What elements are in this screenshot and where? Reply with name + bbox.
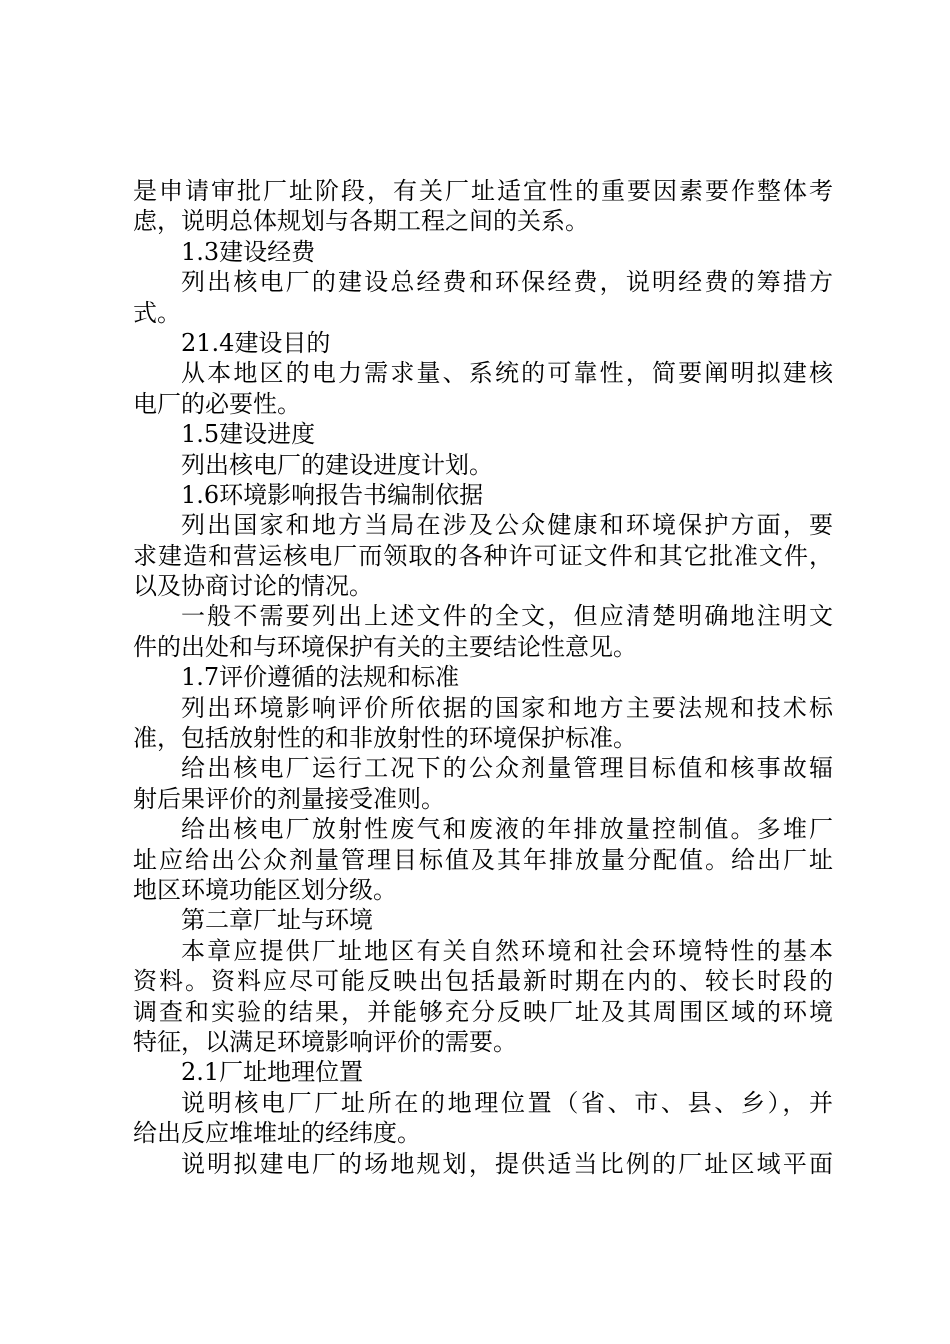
text-line: 说明核电厂厂址所在的地理位置（省、市、县、乡），并 <box>181 1088 833 1117</box>
text-line: 一般不需要列出上述文件的全文，但应清楚明确地注明文 <box>181 602 833 631</box>
document-body <box>133 176 833 1179</box>
text-line: 列出核电厂的建设总经费和环保经费，说明经费的筹措方 <box>181 268 833 297</box>
text-line: 1.7评价遵循的法规和标准 <box>181 663 460 692</box>
text-line: 给出核电厂放射性废气和废液的年排放量控制值。多堆厂 <box>181 815 833 844</box>
text-line: 资料。资料应尽可能反映出包括最新时期在内的、较长时段的 <box>133 967 833 996</box>
text-line: 求建造和营运核电厂而领取的各种许可证文件和其它批准文件， <box>133 541 833 570</box>
text-line: 是申请审批厂址阶段，有关厂址适宜性的重要因素要作整体考 <box>133 177 833 205</box>
text-line: 给出核电厂运行工况下的公众剂量管理目标值和核事故辐 <box>181 754 833 783</box>
text-line: 1.5建设进度 <box>181 420 316 449</box>
text-line: 以及协商讨论的情况。 <box>133 572 373 601</box>
text-line: 地区环境功能区划分级。 <box>133 875 397 904</box>
text-line: 电厂的必要性。 <box>133 389 301 418</box>
text-line: 射后果评价的剂量接受准则。 <box>133 784 445 813</box>
text-line: 1.6环境影响报告书编制依据 <box>181 480 484 509</box>
text-line: 调查和实验的结果，并能够充分反映厂址及其周围区域的环境 <box>133 997 833 1026</box>
text-line: 2.1厂址地理位置 <box>181 1058 364 1087</box>
text-line: 件的出处和与环境保护有关的主要结论性意见。 <box>133 632 637 661</box>
text-line: 21.4建设目的 <box>181 328 331 357</box>
text-line: 第二章厂址与环境 <box>181 906 373 935</box>
text-line: 虑，说明总体规划与各期工程之间的关系。 <box>133 207 589 236</box>
text-line: 准，包括放射性的和非放射性的环境保护标准。 <box>133 724 637 753</box>
text-line: 本章应提供厂址地区有关自然环境和社会环境特性的基本 <box>181 936 833 965</box>
text-line: 特征，以满足环境影响评价的需要。 <box>133 1027 517 1056</box>
text-line: 址应给出公众剂量管理目标值及其年排放量分配值。给出厂址 <box>133 845 833 874</box>
text-line: 给出反应堆堆址的经纬度。 <box>133 1119 421 1148</box>
text-line: 说明拟建电厂的场地规划，提供适当比例的厂址区域平面 <box>181 1149 833 1178</box>
text-line: 1.3建设经费 <box>181 237 316 266</box>
text-line: 列出国家和地方当局在涉及公众健康和环境保护方面，要 <box>181 511 833 540</box>
text-line: 列出环境影响评价所依据的国家和地方主要法规和技术标 <box>181 693 833 722</box>
text-line: 从本地区的电力需求量、系统的可靠性，简要阐明拟建核 <box>181 359 833 388</box>
text-line: 式。 <box>133 298 181 327</box>
text-line: 列出核电厂的建设进度计划。 <box>181 450 493 479</box>
